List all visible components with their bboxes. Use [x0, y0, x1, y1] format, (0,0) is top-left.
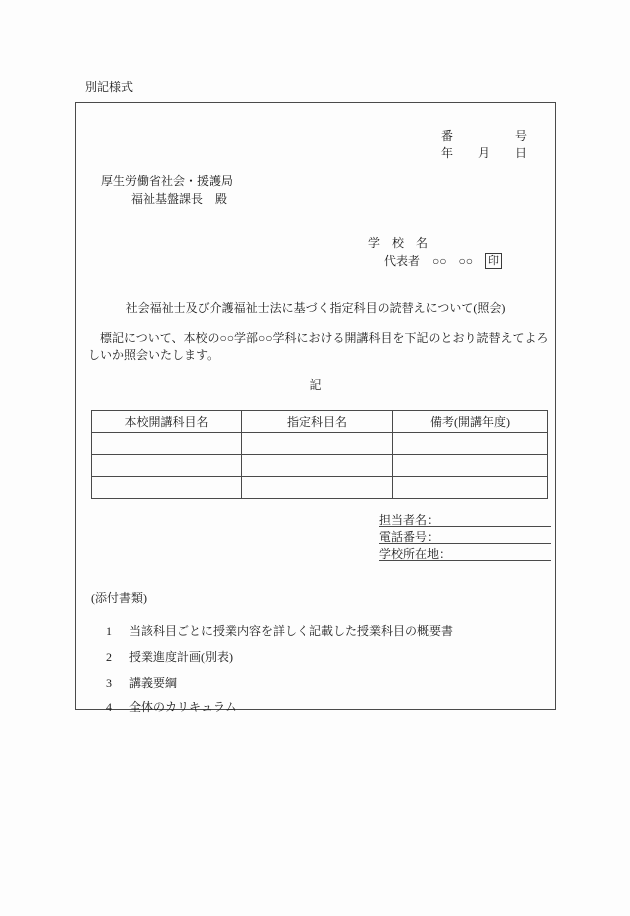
attachment-text: 当該科目ごとに授業内容を詳しく記載した授業科目の概要書: [129, 624, 454, 638]
attachment-item: [106, 622, 453, 639]
record-heading: 記: [309, 378, 322, 392]
cell-remarks: [393, 455, 548, 477]
col-header-designated-subject: 指定科目名: [242, 411, 393, 433]
attachment-number: 2: [106, 650, 112, 664]
school-address-label: 学校所在地：: [379, 547, 452, 561]
representative-line: [384, 252, 502, 269]
attachment-number: 3: [106, 676, 112, 690]
cell-school-course: [92, 455, 242, 477]
col-header-school-course: 本校開講科目名: [92, 411, 242, 433]
document-border-box: [75, 102, 556, 714]
cell-remarks: [393, 433, 548, 455]
contact-phone-label: 電話番号：: [379, 530, 440, 544]
course-conversion-table: [91, 410, 548, 499]
number-counter-label: 号: [514, 129, 527, 143]
attachments-heading: (添付書類): [91, 591, 147, 605]
attachment-text: 全体のカリキュラム: [129, 700, 237, 714]
attachment-number: 4: [106, 700, 112, 714]
cell-designated-subject: [242, 433, 393, 455]
table-row: [92, 433, 548, 455]
day-label: 日: [514, 146, 527, 160]
addressee-bureau: 厚生労働省社会・援護局: [101, 174, 234, 188]
document-number-line: [441, 127, 527, 144]
year-label: 年: [441, 146, 454, 160]
month-label: 月: [477, 146, 490, 160]
col-header-remarks: 備考(開講年度): [393, 411, 548, 433]
table-header-row: [92, 411, 548, 433]
attachment-text: 講義要綱: [129, 676, 178, 690]
cell-designated-subject: [242, 477, 393, 499]
table-row: [92, 455, 548, 477]
body-paragraph: 標記について、本校の○○学部○○学科における開講科目を下記のとおり読替えてよろしいか照会いたします。: [88, 331, 549, 362]
attachment-item: [106, 698, 237, 715]
cell-designated-subject: [242, 455, 393, 477]
table-row: [92, 477, 548, 499]
cell-remarks: [393, 477, 548, 499]
attachment-item: [106, 674, 177, 691]
cell-school-course: [92, 477, 242, 499]
attachment-number: 1: [106, 624, 112, 638]
attachment-text: 授業進度計画(別表): [129, 650, 233, 664]
seal-mark: 印: [485, 253, 502, 269]
number-label: 番: [441, 129, 454, 143]
form-style-label: 別記様式: [85, 80, 134, 94]
addressee-division-chief: 福祉基盤課長 殿: [131, 192, 228, 206]
school-address-field: [379, 545, 551, 561]
contact-person-label: 担当者名：: [379, 513, 440, 527]
document-title: 社会福祉士及び介護福祉士法に基づく指定科目の読替えについて(照会): [125, 301, 506, 315]
contact-phone-field: [379, 528, 551, 544]
school-name-label: 学 校 名: [368, 236, 429, 250]
representative-name: 代表者 ○○ ○○: [384, 254, 473, 268]
attachment-item: [106, 648, 233, 665]
document-date-line: [441, 144, 527, 161]
contact-person-field: [379, 511, 551, 527]
cell-school-course: [92, 433, 242, 455]
